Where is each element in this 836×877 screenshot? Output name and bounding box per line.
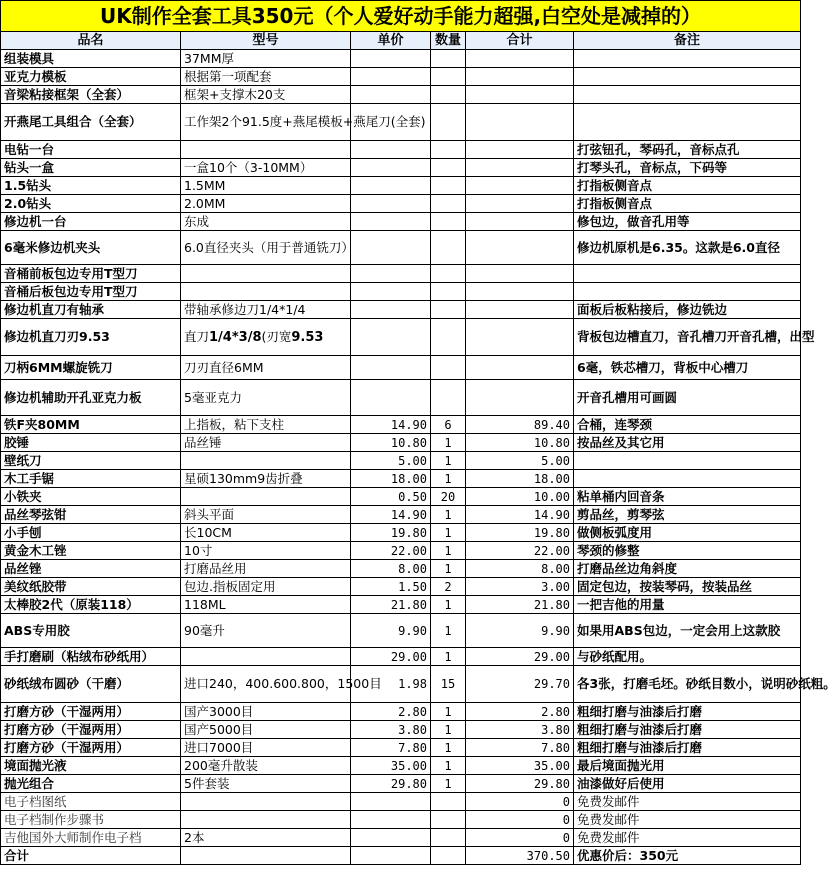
item-name: 音桶前板包边专用T型刀: [1, 265, 181, 283]
item-qty: [431, 793, 466, 811]
item-price: 3.80: [351, 721, 431, 739]
header-total: 合计: [466, 32, 574, 50]
item-price: [351, 141, 431, 159]
item-qty: [431, 177, 466, 195]
item-note: 如果用ABS包边，一定会用上这款胶: [574, 614, 801, 648]
item-total: [466, 177, 574, 195]
item-model: [181, 265, 351, 283]
item-qty: [431, 265, 466, 283]
table-row: [1, 506, 801, 524]
item-model: 品丝锤: [181, 434, 351, 452]
item-model: 工作架2个91.5度+燕尾模板+燕尾刀(全套): [181, 104, 351, 141]
table-row: [1, 757, 801, 775]
table-row: [1, 283, 801, 301]
item-qty: 1: [431, 703, 466, 721]
model-part-c: (刃宽: [261, 328, 292, 344]
item-name: 修边机直刀有轴承: [1, 301, 181, 319]
table-row: [1, 542, 801, 560]
item-name: 小手刨: [1, 524, 181, 542]
item-total: 21.80: [466, 596, 574, 614]
item-note: 打琴头孔，音标点，下码等: [574, 159, 801, 177]
table-row: [1, 104, 801, 141]
item-name: 电子档制作步骤书: [1, 811, 181, 829]
item-price: [351, 213, 431, 231]
table-row: [1, 488, 801, 506]
item-note: 修包边，做音孔用等: [574, 213, 801, 231]
item-note: 打弦钮孔，琴码孔，音标点孔: [574, 141, 801, 159]
item-model: 根据第一项配套: [181, 68, 351, 86]
item-note: 打指板侧音点: [574, 195, 801, 213]
item-name: 修边机一台: [1, 213, 181, 231]
table-row: [1, 159, 801, 177]
item-model: 37MM厚: [181, 50, 351, 68]
item-qty: 1: [431, 434, 466, 452]
item-note: 打磨品丝边角斜度: [574, 560, 801, 578]
item-name: ABS专用胶: [1, 614, 181, 648]
item-price: 14.90: [351, 506, 431, 524]
item-model: 90毫升: [181, 614, 351, 648]
item-model: 进口240，400.600.800，1500目: [181, 666, 351, 703]
item-model: 5毫亚克力: [181, 380, 351, 416]
item-name: 亚克力模板: [1, 68, 181, 86]
table-row: [1, 614, 801, 648]
item-model: 上指板，粘下支柱: [181, 416, 351, 434]
header-unit-price: 单价: [351, 32, 431, 50]
item-price: 1.50: [351, 578, 431, 596]
item-name: 修边机直刀刃9.53: [1, 319, 181, 356]
item-price: 35.00: [351, 757, 431, 775]
item-price: [351, 50, 431, 68]
item-price: [351, 177, 431, 195]
item-price: 29.00: [351, 648, 431, 666]
item-name: 2.0钻头: [1, 195, 181, 213]
item-qty: [431, 319, 466, 356]
header-name: 品名: [1, 32, 181, 50]
table-row: [1, 141, 801, 159]
item-total: 22.00: [466, 542, 574, 560]
item-name: 组装模具: [1, 50, 181, 68]
item-price: 9.90: [351, 614, 431, 648]
item-total: [466, 195, 574, 213]
item-qty: 1: [431, 757, 466, 775]
item-name: 木工手锯: [1, 470, 181, 488]
item-note: [574, 452, 801, 470]
item-total: 35.00: [466, 757, 574, 775]
item-name: 修边机辅助开孔亚克力板: [1, 380, 181, 416]
item-total: [466, 319, 574, 356]
item-total: [466, 104, 574, 141]
item-price: [351, 380, 431, 416]
item-total: [466, 356, 574, 380]
table-row: [1, 775, 801, 793]
item-qty: [431, 50, 466, 68]
item-total: 7.80: [466, 739, 574, 757]
item-name: 铁F夹80MM: [1, 416, 181, 434]
item-model: 一盒10个（3-10MM）: [181, 159, 351, 177]
item-price: [351, 793, 431, 811]
table-row: [1, 829, 801, 847]
footer-qty: [431, 847, 466, 865]
item-price: 2.80: [351, 703, 431, 721]
item-total: 0: [466, 811, 574, 829]
item-total: 10.00: [466, 488, 574, 506]
item-note: 免费发邮件: [574, 829, 801, 847]
item-note: [574, 470, 801, 488]
item-qty: 1: [431, 614, 466, 648]
item-model: 118ML: [181, 596, 351, 614]
item-name: 吉他国外大师制作电子档: [1, 829, 181, 847]
item-model: [181, 283, 351, 301]
item-note: 6毫，铁芯槽刀，背板中心槽刀: [574, 356, 801, 380]
table-row: [1, 739, 801, 757]
item-qty: [431, 141, 466, 159]
header-note: 备注: [574, 32, 801, 50]
item-total: 3.80: [466, 721, 574, 739]
item-model: 长10CM: [181, 524, 351, 542]
item-note: [574, 50, 801, 68]
item-total: 10.80: [466, 434, 574, 452]
item-price: [351, 301, 431, 319]
item-model: 6.0直径夹头（用于普通铣刀）: [181, 231, 351, 265]
table-row: [1, 524, 801, 542]
item-note: 免费发邮件: [574, 793, 801, 811]
item-name: 音梁粘接框架（全套）: [1, 86, 181, 104]
item-price: 14.90: [351, 416, 431, 434]
table-row: [1, 703, 801, 721]
item-model: 包边.指板固定用: [181, 578, 351, 596]
item-name: 打磨方砂（干湿两用）: [1, 721, 181, 739]
item-name: 品丝琴弦钳: [1, 506, 181, 524]
item-name: 境面抛光液: [1, 757, 181, 775]
item-note: 固定包边，按装琴码，按装品丝: [574, 578, 801, 596]
item-price: [351, 283, 431, 301]
item-total: 0: [466, 793, 574, 811]
table-row: [1, 356, 801, 380]
table-row: [1, 213, 801, 231]
item-model: 进口7000目: [181, 739, 351, 757]
item-name: 开燕尾工具组合（全套）: [1, 104, 181, 141]
table-row: [1, 596, 801, 614]
item-model: 星硕130mm9齿折叠: [181, 470, 351, 488]
item-price: 5.00: [351, 452, 431, 470]
item-qty: 20: [431, 488, 466, 506]
item-model: [181, 793, 351, 811]
item-model: 刀刃直径6MM: [181, 356, 351, 380]
item-model: [181, 452, 351, 470]
item-total: 18.00: [466, 470, 574, 488]
footer-total: 370.50: [466, 847, 574, 865]
item-qty: [431, 86, 466, 104]
item-total: 19.80: [466, 524, 574, 542]
item-name: 美纹纸胶带: [1, 578, 181, 596]
item-qty: 1: [431, 721, 466, 739]
item-model: [181, 488, 351, 506]
item-qty: 1: [431, 524, 466, 542]
item-name: 6毫米修边机夹头: [1, 231, 181, 265]
item-qty: [431, 104, 466, 141]
item-model: 打磨品丝用: [181, 560, 351, 578]
item-total: [466, 231, 574, 265]
item-price: 22.00: [351, 542, 431, 560]
item-qty: [431, 356, 466, 380]
item-name: 抛光组合: [1, 775, 181, 793]
item-price: 0.50: [351, 488, 431, 506]
model-part-d: 9.53: [291, 329, 324, 345]
item-model: 斜头平面: [181, 506, 351, 524]
item-total: [466, 213, 574, 231]
item-model: 200毫升散装: [181, 757, 351, 775]
item-qty: [431, 159, 466, 177]
item-total: [466, 50, 574, 68]
item-note: 背板包边槽直刀，音孔槽刀开音孔槽，出型: [574, 319, 801, 356]
item-name: 胶锤: [1, 434, 181, 452]
table-row: [1, 578, 801, 596]
item-price: [351, 195, 431, 213]
table-row: [1, 301, 801, 319]
item-price: 1.98: [351, 666, 431, 703]
item-note: 粘单桶内回音条: [574, 488, 801, 506]
item-total: 29.80: [466, 775, 574, 793]
table-row: [1, 265, 801, 283]
table-row: [1, 434, 801, 452]
item-qty: 1: [431, 596, 466, 614]
item-price: 29.80: [351, 775, 431, 793]
item-price: 18.00: [351, 470, 431, 488]
item-note: [574, 104, 801, 141]
item-total: 5.00: [466, 452, 574, 470]
table-row: [1, 721, 801, 739]
table-row: [1, 86, 801, 104]
item-model: 东成: [181, 213, 351, 231]
item-name: 1.5钻头: [1, 177, 181, 195]
item-qty: [431, 301, 466, 319]
table-row: [1, 452, 801, 470]
item-note: 粗细打磨与油漆后打磨: [574, 721, 801, 739]
footer-price: [351, 847, 431, 865]
item-qty: 15: [431, 666, 466, 703]
item-model: 框架+支撑木20支: [181, 86, 351, 104]
item-price: 8.00: [351, 560, 431, 578]
footer-row: [1, 847, 801, 865]
header-model: 型号: [181, 32, 351, 50]
item-qty: 1: [431, 506, 466, 524]
item-model: 1.5MM: [181, 177, 351, 195]
table-row: [1, 648, 801, 666]
item-note: 开音孔槽用可画圆: [574, 380, 801, 416]
item-model: [181, 141, 351, 159]
item-note: 琴颈的修整: [574, 542, 801, 560]
item-model: 国产3000目: [181, 703, 351, 721]
item-model: 10寸: [181, 542, 351, 560]
item-note: 油漆做好后使用: [574, 775, 801, 793]
item-total: 29.70: [466, 666, 574, 703]
item-note: 做侧板弧度用: [574, 524, 801, 542]
item-qty: [431, 283, 466, 301]
item-qty: [431, 380, 466, 416]
item-name: 壁纸刀: [1, 452, 181, 470]
item-total: 29.00: [466, 648, 574, 666]
footer-label: 合计: [1, 847, 181, 865]
item-price: [351, 356, 431, 380]
item-total: 8.00: [466, 560, 574, 578]
item-model: 2.0MM: [181, 195, 351, 213]
item-price: [351, 159, 431, 177]
item-total: 3.00: [466, 578, 574, 596]
item-total: [466, 141, 574, 159]
table-row: [1, 231, 801, 265]
item-qty: [431, 213, 466, 231]
item-note: [574, 265, 801, 283]
item-total: [466, 68, 574, 86]
sheet-title: UK制作全套工具350元（个人爱好动手能力超强,白空处是减掉的）: [1, 1, 801, 32]
item-qty: 1: [431, 775, 466, 793]
item-model: 带轴承修边刀1/4*1/4: [181, 301, 351, 319]
item-total: [466, 301, 574, 319]
item-name: 电子档图纸: [1, 793, 181, 811]
item-note: 面板后板粘接后，修边铣边: [574, 301, 801, 319]
footer-note: 优惠价后：350元: [574, 847, 801, 865]
item-price: [351, 319, 431, 356]
item-note: 与砂纸配用。: [574, 648, 801, 666]
item-price: [351, 265, 431, 283]
footer-model: [181, 847, 351, 865]
item-total: [466, 265, 574, 283]
item-note: 合桶，连琴颈: [574, 416, 801, 434]
item-name: 打磨方砂（干湿两用）: [1, 739, 181, 757]
item-note: 粗细打磨与油漆后打磨: [574, 739, 801, 757]
item-name: 小铁夹: [1, 488, 181, 506]
item-name: 刀柄6MM螺旋铣刀: [1, 356, 181, 380]
item-qty: [431, 829, 466, 847]
item-qty: 1: [431, 560, 466, 578]
item-note: 按品丝及其它用: [574, 434, 801, 452]
item-name: 砂纸绒布圆砂（干磨）: [1, 666, 181, 703]
item-price: 7.80: [351, 739, 431, 757]
item-qty: 1: [431, 470, 466, 488]
item-qty: 2: [431, 578, 466, 596]
item-total: [466, 380, 574, 416]
table-row: [1, 793, 801, 811]
model-part-a: 直刀: [184, 328, 210, 344]
table-row: [1, 560, 801, 578]
item-price: [351, 86, 431, 104]
item-name: 电钻一台: [1, 141, 181, 159]
item-qty: 1: [431, 542, 466, 560]
item-note: [574, 283, 801, 301]
item-note: 修边机原机是6.35。这款是6.0直径: [574, 231, 801, 265]
item-name: 手打磨刷（粘绒布砂纸用）: [1, 648, 181, 666]
table-row: [1, 68, 801, 86]
item-price: [351, 829, 431, 847]
item-name: 太棒胶2代（原装118）: [1, 596, 181, 614]
item-qty: 1: [431, 739, 466, 757]
item-total: [466, 159, 574, 177]
item-price: [351, 231, 431, 265]
item-model: [181, 811, 351, 829]
item-total: 9.90: [466, 614, 574, 648]
item-total: [466, 86, 574, 104]
table-row: [1, 470, 801, 488]
item-qty: [431, 68, 466, 86]
table-row: [1, 380, 801, 416]
item-name: 黄金木工锉: [1, 542, 181, 560]
item-note: [574, 68, 801, 86]
item-price: [351, 811, 431, 829]
table-row: [1, 319, 801, 356]
table-row: [1, 416, 801, 434]
model-part-b: 1/4*3/8: [209, 329, 262, 345]
item-model: 5件套装: [181, 775, 351, 793]
table-row: [1, 50, 801, 68]
item-note: 打指板侧音点: [574, 177, 801, 195]
item-total: 89.40: [466, 416, 574, 434]
table-row: [1, 177, 801, 195]
item-note: 最后境面抛光用: [574, 757, 801, 775]
item-name: 品丝锉: [1, 560, 181, 578]
item-model: 2本: [181, 829, 351, 847]
item-model: [181, 648, 351, 666]
item-total: 2.80: [466, 703, 574, 721]
item-total: [466, 283, 574, 301]
item-note: 免费发邮件: [574, 811, 801, 829]
item-name: 音桶后板包边专用T型刀: [1, 283, 181, 301]
item-total: 14.90: [466, 506, 574, 524]
table-row: [1, 666, 801, 703]
item-price: 10.80: [351, 434, 431, 452]
item-note: 一把吉他的用量: [574, 596, 801, 614]
item-qty: [431, 811, 466, 829]
item-model: [181, 319, 351, 356]
item-price: [351, 68, 431, 86]
header-qty: 数量: [431, 32, 466, 50]
item-note: 各3张，打磨毛坯。砂纸目数小，说明砂纸粗。: [574, 666, 801, 703]
item-model: 国产5000目: [181, 721, 351, 739]
item-qty: 6: [431, 416, 466, 434]
item-name: 钻头一盒: [1, 159, 181, 177]
item-price: 21.80: [351, 596, 431, 614]
item-note: [574, 86, 801, 104]
item-total: 0: [466, 829, 574, 847]
item-note: 剪品丝，剪琴弦: [574, 506, 801, 524]
table-row: [1, 811, 801, 829]
item-note: 粗细打磨与油漆后打磨: [574, 703, 801, 721]
item-qty: 1: [431, 452, 466, 470]
item-qty: [431, 231, 466, 265]
table-row: [1, 195, 801, 213]
item-qty: 1: [431, 648, 466, 666]
item-qty: [431, 195, 466, 213]
item-name: 打磨方砂（干湿两用）: [1, 703, 181, 721]
item-price: 19.80: [351, 524, 431, 542]
